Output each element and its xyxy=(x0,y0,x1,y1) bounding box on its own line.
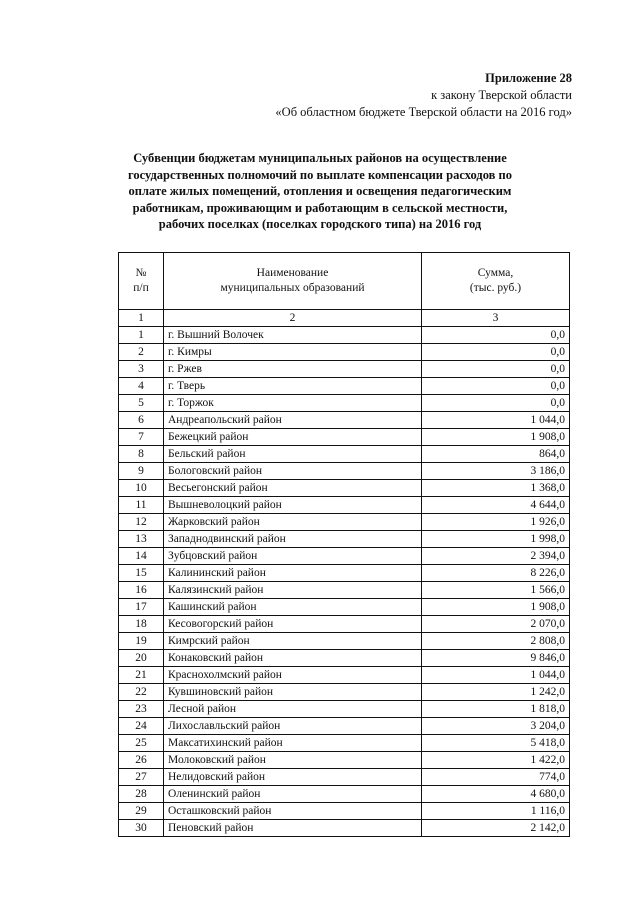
municipality-name-cell: г. Вышний Волочек xyxy=(164,327,422,344)
municipality-name-cell: Кашинский район xyxy=(164,599,422,616)
municipality-name-cell: Бельский район xyxy=(164,446,422,463)
subvention-table xyxy=(118,252,570,837)
municipality-name-cell: Андреапольский район xyxy=(164,412,422,429)
municipality-name-cell: Бологовский район xyxy=(164,463,422,480)
row-number-cell: 7 xyxy=(119,429,164,446)
amount-cell: 3 204,0 xyxy=(422,718,570,735)
municipality-name-cell: Нелидовский район xyxy=(164,769,422,786)
amount-cell: 1 908,0 xyxy=(422,599,570,616)
header-sum-line2: (тыс. руб.) xyxy=(469,282,522,294)
amount-cell: 4 644,0 xyxy=(422,497,570,514)
municipality-name-cell: Бежецкий район xyxy=(164,429,422,446)
table-row xyxy=(119,752,570,769)
table-row xyxy=(119,497,570,514)
row-number-cell: 16 xyxy=(119,582,164,599)
table-row xyxy=(119,412,570,429)
table-row xyxy=(119,429,570,446)
table-row xyxy=(119,531,570,548)
table-row xyxy=(119,395,570,412)
row-number-cell: 25 xyxy=(119,735,164,752)
table-row xyxy=(119,361,570,378)
municipality-name-cell: Вышневолоцкий район xyxy=(164,497,422,514)
appendix-law-ref: к закону Тверской области xyxy=(431,88,572,102)
document-title xyxy=(110,150,530,233)
table-row xyxy=(119,548,570,565)
municipality-name-cell: Оленинский район xyxy=(164,786,422,803)
table-row xyxy=(119,446,570,463)
table-row xyxy=(119,378,570,395)
municipality-name-cell: Кимрский район xyxy=(164,633,422,650)
amount-cell: 0,0 xyxy=(422,327,570,344)
row-number-cell: 12 xyxy=(119,514,164,531)
municipality-name-cell: Максатихинский район xyxy=(164,735,422,752)
amount-cell: 1 116,0 xyxy=(422,803,570,820)
table-header-row xyxy=(119,253,570,310)
amount-cell: 2 070,0 xyxy=(422,616,570,633)
row-number-cell: 2 xyxy=(119,344,164,361)
table-row xyxy=(119,684,570,701)
municipality-name-cell: Молоковский район xyxy=(164,752,422,769)
table-row xyxy=(119,344,570,361)
row-number-cell: 17 xyxy=(119,599,164,616)
amount-cell: 4 680,0 xyxy=(422,786,570,803)
amount-cell: 0,0 xyxy=(422,378,570,395)
appendix-block xyxy=(275,70,572,121)
amount-cell: 1 566,0 xyxy=(422,582,570,599)
row-number-cell: 28 xyxy=(119,786,164,803)
row-number-cell: 29 xyxy=(119,803,164,820)
amount-cell: 1 908,0 xyxy=(422,429,570,446)
table-row xyxy=(119,616,570,633)
amount-cell: 1 242,0 xyxy=(422,684,570,701)
row-number-cell: 15 xyxy=(119,565,164,582)
municipality-name-cell: Конаковский район xyxy=(164,650,422,667)
row-number-cell: 6 xyxy=(119,412,164,429)
amount-cell: 3 186,0 xyxy=(422,463,570,480)
municipality-name-cell: г. Кимры xyxy=(164,344,422,361)
amount-cell: 1 818,0 xyxy=(422,701,570,718)
header-name xyxy=(164,253,422,310)
table-row xyxy=(119,633,570,650)
row-number-cell: 23 xyxy=(119,701,164,718)
table-row xyxy=(119,820,570,837)
municipality-name-cell: Краснохолмский район xyxy=(164,667,422,684)
row-number-cell: 10 xyxy=(119,480,164,497)
table-row xyxy=(119,582,570,599)
column-index-cell: 1 xyxy=(119,310,164,327)
table-row xyxy=(119,769,570,786)
table-row xyxy=(119,327,570,344)
table-row xyxy=(119,565,570,582)
appendix-title: Приложение 28 xyxy=(485,71,572,85)
amount-cell: 774,0 xyxy=(422,769,570,786)
table-row xyxy=(119,463,570,480)
municipality-name-cell: Западнодвинский район xyxy=(164,531,422,548)
header-sum-line1: Сумма, xyxy=(477,267,514,279)
document-title-line: рабочих поселках (поселках городского типа) на 2016 год xyxy=(158,217,482,232)
municipality-name-cell: Кувшиновский район xyxy=(164,684,422,701)
header-number-sign: № xyxy=(135,267,147,279)
row-number-cell: 21 xyxy=(119,667,164,684)
row-number-cell: 5 xyxy=(119,395,164,412)
column-index-cell: 3 xyxy=(422,310,570,327)
row-number-cell: 24 xyxy=(119,718,164,735)
header-sum xyxy=(422,253,570,310)
column-index-row xyxy=(119,310,570,327)
document-title-line: работникам, проживающим и работающим в сельской местности, xyxy=(132,200,508,215)
amount-cell: 1 926,0 xyxy=(422,514,570,531)
row-number-cell: 22 xyxy=(119,684,164,701)
column-index-cell: 2 xyxy=(164,310,422,327)
table-row xyxy=(119,480,570,497)
amount-cell: 1 044,0 xyxy=(422,667,570,684)
table-row xyxy=(119,650,570,667)
row-number-cell: 26 xyxy=(119,752,164,769)
amount-cell: 0,0 xyxy=(422,344,570,361)
document-title-line: Субвенции бюджетам муниципальных районов на осуществление xyxy=(133,151,507,165)
municipality-name-cell: Жарковский район xyxy=(164,514,422,531)
row-number-cell: 11 xyxy=(119,497,164,514)
amount-cell: 864,0 xyxy=(422,446,570,463)
row-number-cell: 13 xyxy=(119,531,164,548)
municipality-name-cell: г. Торжок xyxy=(164,395,422,412)
row-number-cell: 19 xyxy=(119,633,164,650)
amount-cell: 1 998,0 xyxy=(422,531,570,548)
table-row xyxy=(119,718,570,735)
document-title-line: оплате жилых помещений, отопления и освещения педагогическим xyxy=(128,184,512,199)
table-row xyxy=(119,803,570,820)
header-name-line1: Наименование xyxy=(256,267,329,279)
table-row xyxy=(119,514,570,531)
municipality-name-cell: г. Ржев xyxy=(164,361,422,378)
table-row xyxy=(119,667,570,684)
table-row xyxy=(119,701,570,718)
appendix-law-name: «Об областном бюджете Тверской области на 2016 год» xyxy=(275,105,572,119)
amount-cell: 5 418,0 xyxy=(422,735,570,752)
row-number-cell: 14 xyxy=(119,548,164,565)
municipality-name-cell: Пеновский район xyxy=(164,820,422,837)
row-number-cell: 1 xyxy=(119,327,164,344)
row-number-cell: 18 xyxy=(119,616,164,633)
amount-cell: 1 368,0 xyxy=(422,480,570,497)
amount-cell: 8 226,0 xyxy=(422,565,570,582)
amount-cell: 2 808,0 xyxy=(422,633,570,650)
row-number-cell: 4 xyxy=(119,378,164,395)
table-row xyxy=(119,599,570,616)
amount-cell: 0,0 xyxy=(422,395,570,412)
municipality-name-cell: Калининский район xyxy=(164,565,422,582)
row-number-cell: 8 xyxy=(119,446,164,463)
municipality-name-cell: Весьегонский район xyxy=(164,480,422,497)
document-title-line: государственных полномочий по выплате компенсации расходов по xyxy=(128,167,512,182)
municipality-name-cell: Лихославльский район xyxy=(164,718,422,735)
header-number xyxy=(119,253,164,310)
table-row xyxy=(119,786,570,803)
header-number-abbr: п/п xyxy=(133,282,149,294)
table-row xyxy=(119,735,570,752)
row-number-cell: 9 xyxy=(119,463,164,480)
municipality-name-cell: Осташковский район xyxy=(164,803,422,820)
municipality-name-cell: Калязинский район xyxy=(164,582,422,599)
row-number-cell: 27 xyxy=(119,769,164,786)
municipality-name-cell: Лесной район xyxy=(164,701,422,718)
amount-cell: 1 422,0 xyxy=(422,752,570,769)
municipality-name-cell: г. Тверь xyxy=(164,378,422,395)
row-number-cell: 3 xyxy=(119,361,164,378)
header-name-line2: муниципальных образований xyxy=(220,282,365,294)
amount-cell: 1 044,0 xyxy=(422,412,570,429)
municipality-name-cell: Кесовогорский район xyxy=(164,616,422,633)
municipality-name-cell: Зубцовский район xyxy=(164,548,422,565)
row-number-cell: 30 xyxy=(119,820,164,837)
amount-cell: 0,0 xyxy=(422,361,570,378)
amount-cell: 2 394,0 xyxy=(422,548,570,565)
amount-cell: 2 142,0 xyxy=(422,820,570,837)
amount-cell: 9 846,0 xyxy=(422,650,570,667)
row-number-cell: 20 xyxy=(119,650,164,667)
